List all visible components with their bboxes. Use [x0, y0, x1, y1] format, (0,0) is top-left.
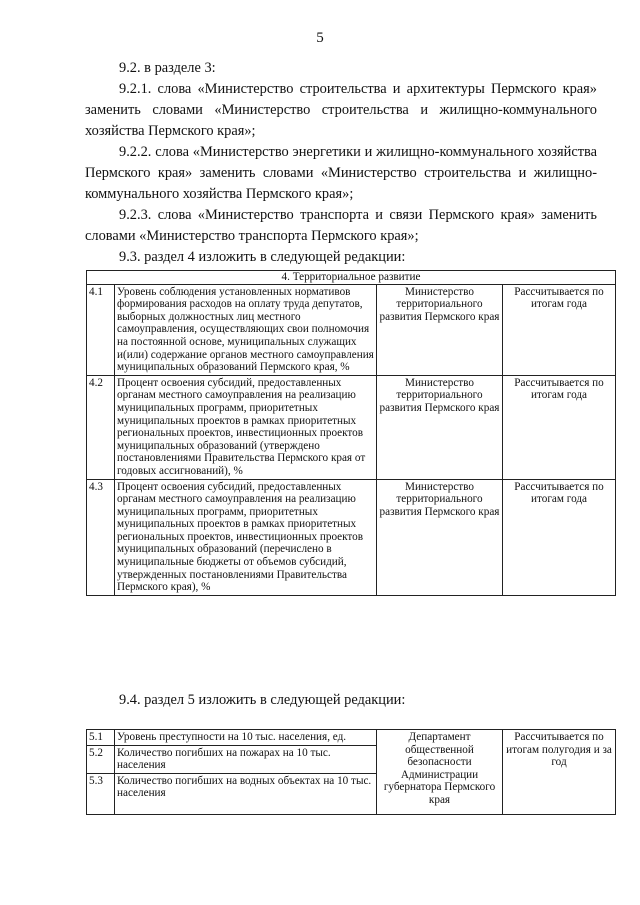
indicator-cell: Количество погибших на пожарах на 10 тыс. населения [115, 745, 377, 773]
period-cell: Рассчитывается по итогам полугодия и за год [503, 730, 616, 815]
paragraph-9-3: 9.3. раздел 4 изложить в следующей редакции: [119, 249, 406, 265]
page-number: 5 [316, 30, 324, 46]
row-number: 5.1 [87, 730, 115, 746]
indicator-cell: Уровень преступности на 10 тыс. населения, ед. [115, 730, 377, 746]
paragraph-9-2-2: 9.2.2. слова «Министерство энергетики и жилищно-коммунального хозяйства Пермского края» заменить словами «Министерство строительства и жилищно-коммунального хозяйства Пермского края»; [85, 144, 597, 202]
paragraph-9-2-3: 9.2.3. слова «Министерство транспорта и связи Пермского края» заменить словами «Министерство транспорта Пермского края»; [85, 207, 597, 244]
indicator-cell: Уровень соблюдения установленных нормативов формирования расходов на оплату труда депутатов, выборных должностных лиц местного самоуправления, осуществляющих свои полномочия на постоянной основе, муниципальных служащих и(или) содержание органов местного самоуправления муниципальных образований Пермского края, % [115, 284, 377, 375]
row-number: 4.3 [87, 479, 115, 595]
row-number: 5.3 [87, 773, 115, 814]
responsible-cell: Департамент общественной безопасности Администрации губернатора Пермского края [377, 730, 503, 815]
responsible-cell: Министерство территориального развития Пермского края [377, 479, 503, 595]
indicator-cell: Количество погибших на водных объектах на 10 тыс. населения [115, 773, 377, 814]
table-row [87, 479, 616, 595]
table-row [87, 284, 616, 375]
responsible-cell: Министерство территориального развития Пермского края [377, 284, 503, 375]
period-cell: Рассчитывается по итогам года [503, 479, 616, 595]
table-header-row [87, 271, 616, 285]
public-safety-table [86, 729, 616, 815]
indicator-cell: Процент освоения субсидий, предоставленных органам местного самоуправления на реализацию муниципальных программ, приоритетных муниципальных проектов в рамках приоритетных региональных проектов, инвестиционных проектов муниципальных образований (перечислено в муниципальные бюджеты от объемов субсидий, утвержденных постановлениями Правительства Пермского края), % [115, 479, 377, 595]
paragraph-9-2-1: 9.2.1. слова «Министерство строительства и архитектуры Пермского края» заменить словами «Министерство строительства и жилищно-коммунального хозяйства Пермского края»; [85, 81, 597, 139]
indicator-cell: Процент освоения субсидий, предоставленных органам местного самоуправления на реализацию муниципальных программ, приоритетных муниципальных проектов в рамках приоритетных региональных проектов, инвестиционных проектов муниципальных образований (утверждено постановлениями Правительства Пермского края от годовых ассигнований), % [115, 375, 377, 479]
period-cell: Рассчитывается по итогам года [503, 284, 616, 375]
territorial-development-table [86, 270, 616, 596]
row-number: 5.2 [87, 745, 115, 773]
responsible-cell: Министерство территориального развития Пермского края [377, 375, 503, 479]
period-cell: Рассчитывается по итогам года [503, 375, 616, 479]
row-number: 4.1 [87, 284, 115, 375]
paragraph-9-4: 9.4. раздел 5 изложить в следующей редакции: [119, 692, 406, 708]
paragraph-9-2: 9.2. в разделе 3: [119, 60, 216, 76]
table-row [87, 375, 616, 479]
table-row [87, 730, 616, 746]
row-number: 4.2 [87, 375, 115, 479]
table-section-title: 4. Территориальное развитие [87, 271, 616, 285]
